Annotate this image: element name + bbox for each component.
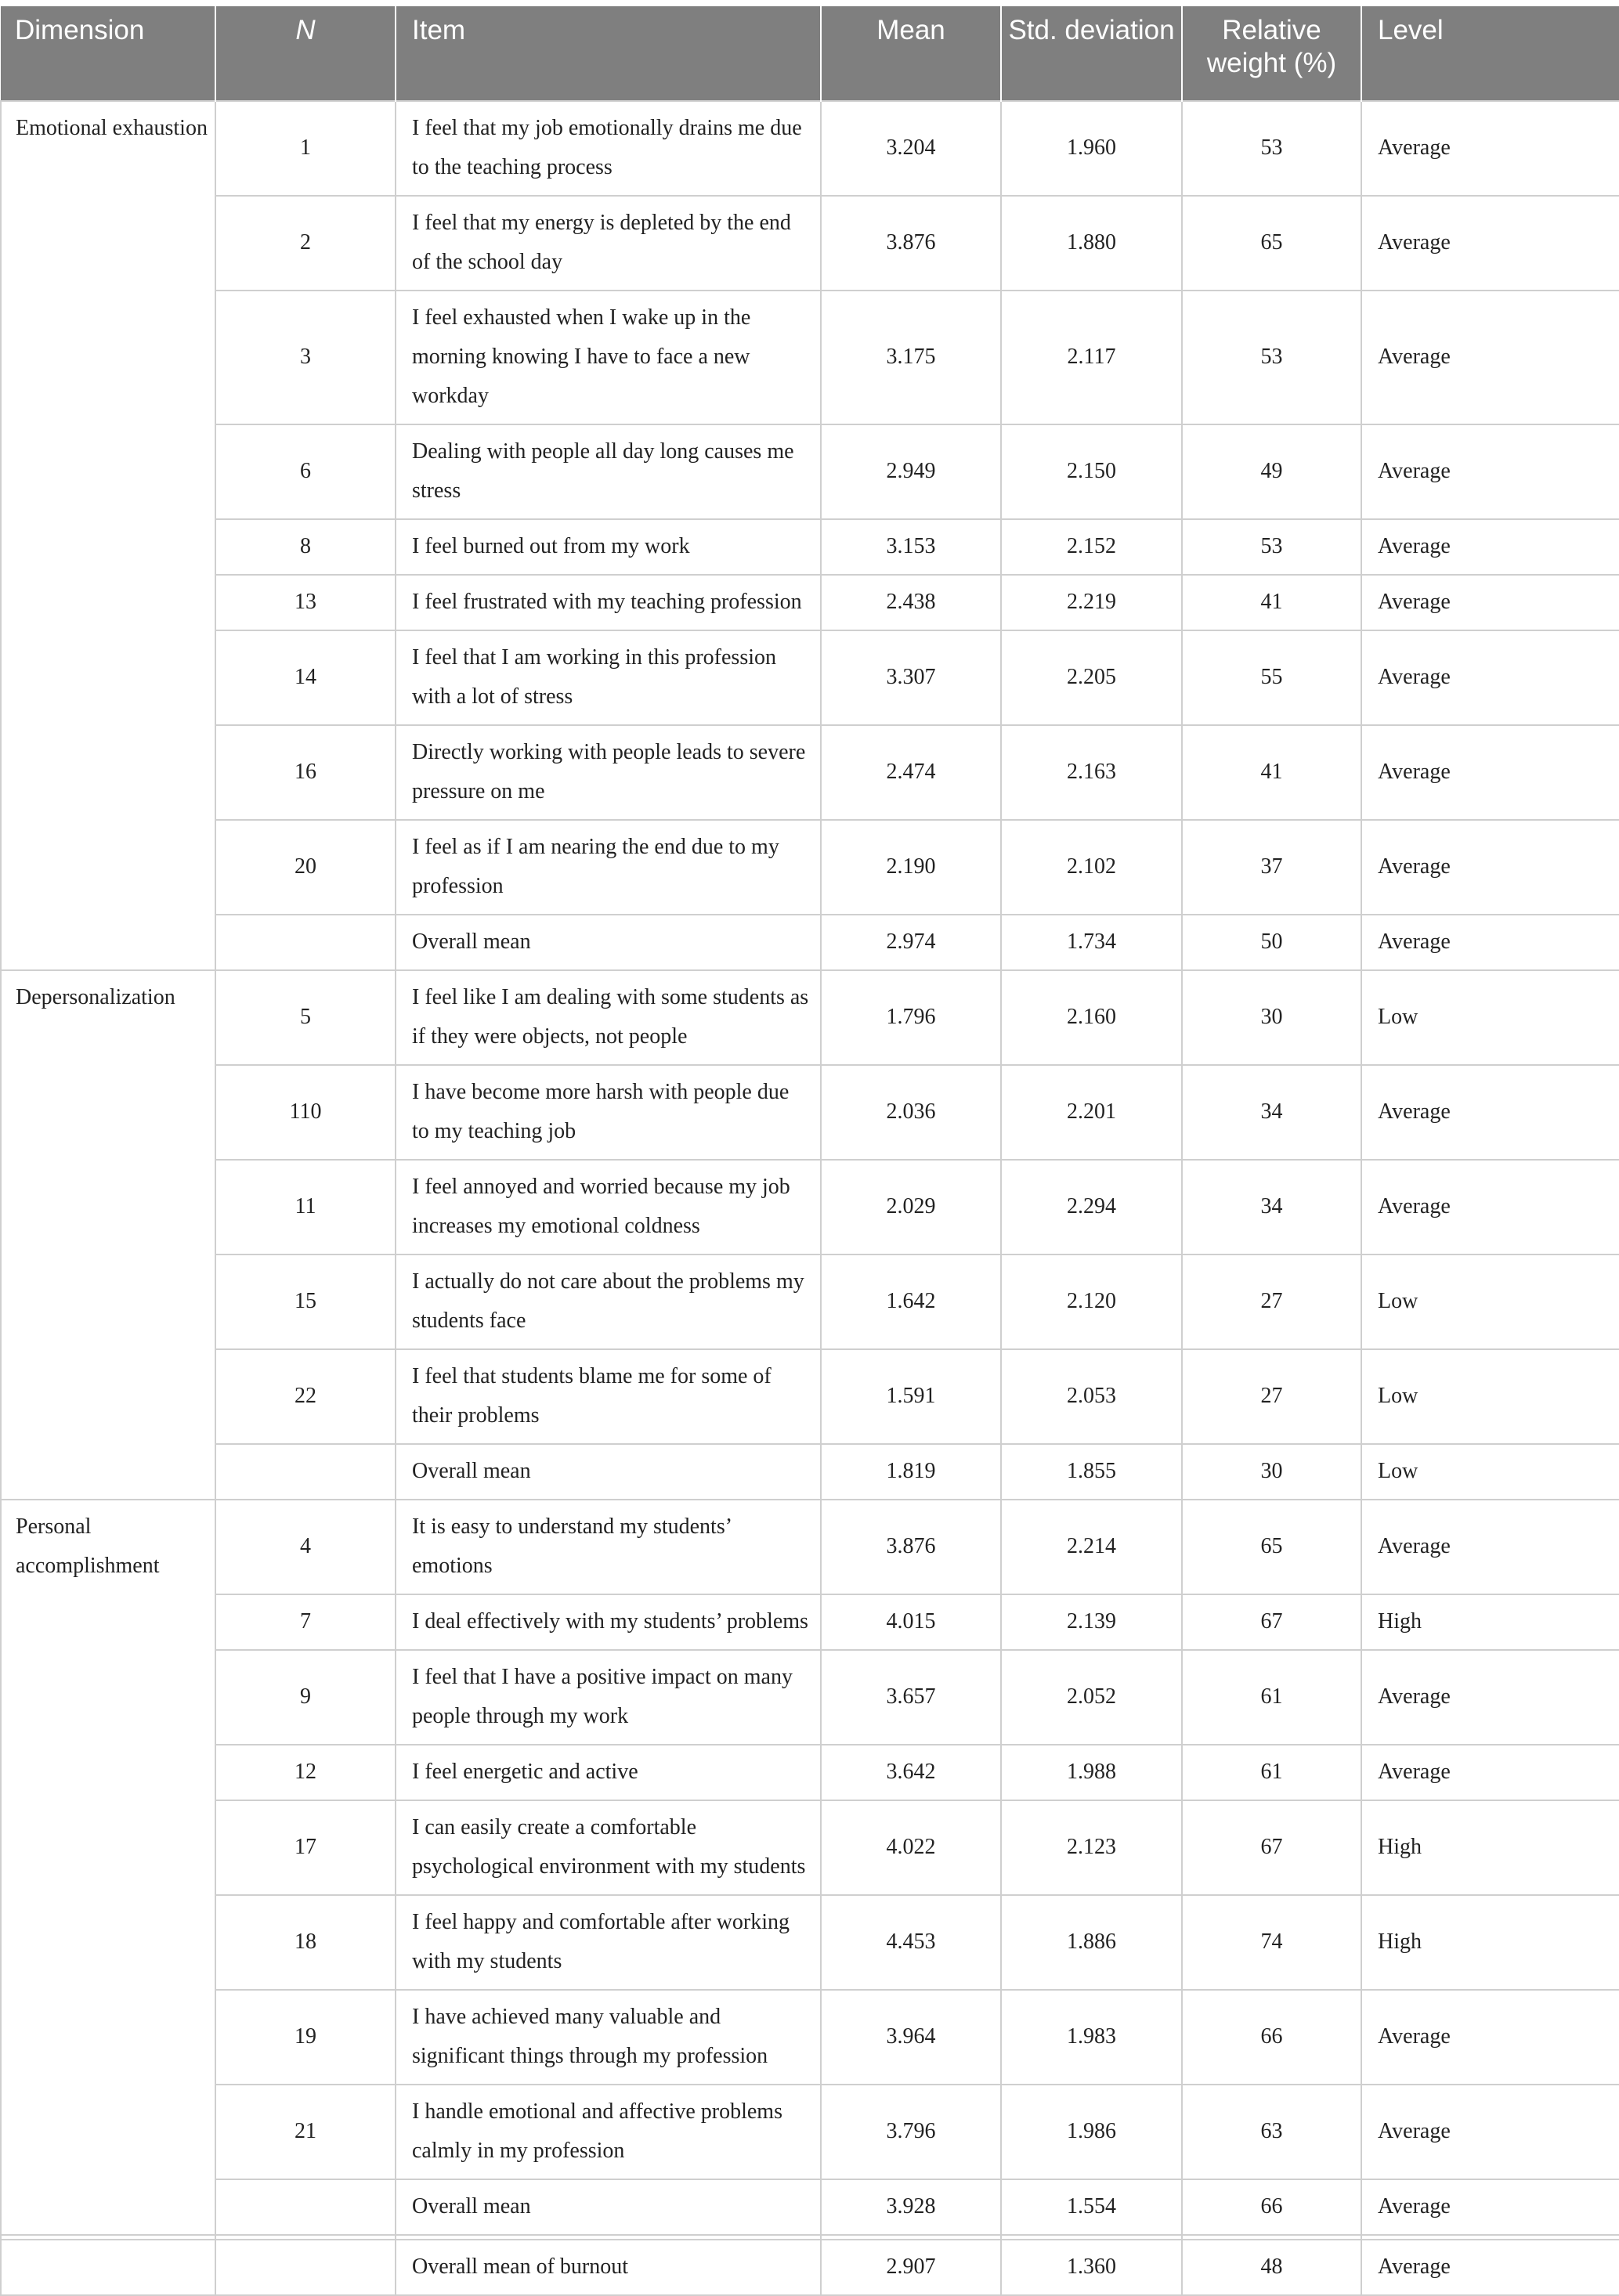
- row-item: I feel that students blame me for some of their problems: [396, 1349, 821, 1444]
- row-relative-weight: 61: [1182, 1745, 1361, 1800]
- row-mean: 2.474: [821, 725, 1001, 820]
- table-row: [1, 1594, 1619, 1650]
- row-relative-weight: 34: [1182, 1160, 1361, 1254]
- row-std-deviation: 2.052: [1001, 1650, 1182, 1745]
- header-item: Item: [396, 6, 821, 101]
- table-row: [1, 820, 1619, 915]
- row-n: 110: [215, 1065, 396, 1160]
- row-mean: 1.642: [821, 1254, 1001, 1349]
- row-relative-weight: 27: [1182, 1349, 1361, 1444]
- row-level: Low: [1361, 970, 1619, 1065]
- row-item: I handle emotional and affective problems calmly in my profession: [396, 2085, 821, 2179]
- row-item: Dealing with people all day long causes me stress: [396, 424, 821, 519]
- row-mean: 4.015: [821, 1594, 1001, 1650]
- row-mean: 3.876: [821, 196, 1001, 291]
- header-level: Level: [1361, 6, 1619, 101]
- row-mean: 2.029: [821, 1160, 1001, 1254]
- row-mean: 2.438: [821, 575, 1001, 630]
- row-mean: 3.928: [821, 2179, 1001, 2235]
- total-row-mean: 2.907: [821, 2240, 1001, 2295]
- row-n: 5: [215, 970, 396, 1065]
- row-item: Directly working with people leads to severe pressure on me: [396, 725, 821, 820]
- header-row: [1, 6, 1619, 101]
- table-row: [1, 519, 1619, 575]
- row-std-deviation: 2.102: [1001, 820, 1182, 915]
- row-level: Average: [1361, 1650, 1619, 1745]
- row-n: 20: [215, 820, 396, 915]
- row-mean: 3.642: [821, 1745, 1001, 1800]
- row-std-deviation: 1.983: [1001, 1990, 1182, 2085]
- row-std-deviation: 1.886: [1001, 1895, 1182, 1990]
- row-item: I feel energetic and active: [396, 1745, 821, 1800]
- table-row: [1, 970, 1619, 1065]
- row-item: I feel that my job emotionally drains me due to the teaching process: [396, 101, 821, 196]
- row-item: I feel that my energy is depleted by the end of the school day: [396, 196, 821, 291]
- row-std-deviation: 1.855: [1001, 1444, 1182, 1500]
- table-row: [1, 1065, 1619, 1160]
- row-level: High: [1361, 1594, 1619, 1650]
- row-level: Average: [1361, 1065, 1619, 1160]
- row-item: I feel exhausted when I wake up in the morning knowing I have to face a new workday: [396, 291, 821, 424]
- row-std-deviation: 1.554: [1001, 2179, 1182, 2235]
- row-n: [215, 2179, 396, 2235]
- row-relative-weight: 30: [1182, 970, 1361, 1065]
- row-n: 17: [215, 1800, 396, 1895]
- row-n: 22: [215, 1349, 396, 1444]
- row-mean: 3.307: [821, 630, 1001, 725]
- row-n: 4: [215, 1500, 396, 1594]
- row-level: Average: [1361, 1160, 1619, 1254]
- row-relative-weight: 41: [1182, 575, 1361, 630]
- total-dimension-cell: [1, 2240, 215, 2295]
- row-mean: 1.796: [821, 970, 1001, 1065]
- row-level: Average: [1361, 1990, 1619, 2085]
- row-n: 21: [215, 2085, 396, 2179]
- dimension-cell: Personal accomplishment: [1, 1500, 215, 2235]
- total-row-level: Average: [1361, 2240, 1619, 2295]
- row-level: Average: [1361, 820, 1619, 915]
- row-relative-weight: 41: [1182, 725, 1361, 820]
- row-item: I actually do not care about the problems my students face: [396, 1254, 821, 1349]
- row-mean: 2.974: [821, 915, 1001, 970]
- table-row: [1, 1444, 1619, 1500]
- row-level: Average: [1361, 196, 1619, 291]
- row-level: Average: [1361, 1500, 1619, 1594]
- row-std-deviation: 2.053: [1001, 1349, 1182, 1444]
- dimension-cell: Depersonalization: [1, 970, 215, 1500]
- row-relative-weight: 53: [1182, 291, 1361, 424]
- row-std-deviation: 2.139: [1001, 1594, 1182, 1650]
- table-row: [1, 575, 1619, 630]
- row-level: High: [1361, 1895, 1619, 1990]
- row-relative-weight: 66: [1182, 2179, 1361, 2235]
- table-row: [1, 915, 1619, 970]
- row-item: I feel happy and comfortable after working with my students: [396, 1895, 821, 1990]
- table-row: [1, 196, 1619, 291]
- row-item: Overall mean: [396, 915, 821, 970]
- row-std-deviation: 1.880: [1001, 196, 1182, 291]
- row-level: Average: [1361, 519, 1619, 575]
- row-n: 18: [215, 1895, 396, 1990]
- row-n: 14: [215, 630, 396, 725]
- row-n: 1: [215, 101, 396, 196]
- row-level: Average: [1361, 1745, 1619, 1800]
- row-level: Average: [1361, 291, 1619, 424]
- row-level: Average: [1361, 101, 1619, 196]
- row-mean: 3.876: [821, 1500, 1001, 1594]
- row-mean: 1.819: [821, 1444, 1001, 1500]
- row-level: Low: [1361, 1349, 1619, 1444]
- row-std-deviation: 2.123: [1001, 1800, 1182, 1895]
- row-relative-weight: 53: [1182, 101, 1361, 196]
- table-row: [1, 424, 1619, 519]
- row-mean: 4.022: [821, 1800, 1001, 1895]
- row-item: I have achieved many valuable and significant things through my profession: [396, 1990, 821, 2085]
- table-row: [1, 1650, 1619, 1745]
- row-mean: 3.153: [821, 519, 1001, 575]
- table-row: [1, 1349, 1619, 1444]
- row-std-deviation: 2.117: [1001, 291, 1182, 424]
- row-relative-weight: 30: [1182, 1444, 1361, 1500]
- row-n: 8: [215, 519, 396, 575]
- row-level: Average: [1361, 630, 1619, 725]
- row-level: Low: [1361, 1444, 1619, 1500]
- row-level: Average: [1361, 2085, 1619, 2179]
- row-mean: 4.453: [821, 1895, 1001, 1990]
- row-relative-weight: 61: [1182, 1650, 1361, 1745]
- table-row: [1, 2085, 1619, 2179]
- row-std-deviation: 2.120: [1001, 1254, 1182, 1349]
- row-mean: 2.190: [821, 820, 1001, 915]
- row-relative-weight: 53: [1182, 519, 1361, 575]
- row-relative-weight: 49: [1182, 424, 1361, 519]
- total-row-relative-weight: 48: [1182, 2240, 1361, 2295]
- row-std-deviation: 2.160: [1001, 970, 1182, 1065]
- row-std-deviation: 2.219: [1001, 575, 1182, 630]
- table-body: [1, 101, 1619, 2295]
- row-std-deviation: 1.734: [1001, 915, 1182, 970]
- row-std-deviation: 1.988: [1001, 1745, 1182, 1800]
- row-item: It is easy to understand my students’ emotions: [396, 1500, 821, 1594]
- row-level: High: [1361, 1800, 1619, 1895]
- row-n: [215, 915, 396, 970]
- row-n: 11: [215, 1160, 396, 1254]
- row-level: Average: [1361, 915, 1619, 970]
- row-n: 19: [215, 1990, 396, 2085]
- row-std-deviation: 2.205: [1001, 630, 1182, 725]
- row-std-deviation: 2.294: [1001, 1160, 1182, 1254]
- row-n: 12: [215, 1745, 396, 1800]
- total-row-std-deviation: 1.360: [1001, 2240, 1182, 2295]
- header-relative-weight: Relative weight (%): [1182, 6, 1361, 101]
- table-row: [1, 630, 1619, 725]
- row-item: I deal effectively with my students’ problems: [396, 1594, 821, 1650]
- table-row: [1, 1990, 1619, 2085]
- row-level: Average: [1361, 2179, 1619, 2235]
- table-row: [1, 1800, 1619, 1895]
- row-item: I feel as if I am nearing the end due to my profession: [396, 820, 821, 915]
- header-n: N: [215, 6, 396, 101]
- row-relative-weight: 63: [1182, 2085, 1361, 2179]
- row-item: I have become more harsh with people due to my teaching job: [396, 1065, 821, 1160]
- table-row: [1, 1745, 1619, 1800]
- row-n: 9: [215, 1650, 396, 1745]
- row-std-deviation: 2.201: [1001, 1065, 1182, 1160]
- row-item: I feel annoyed and worried because my job increases my emotional coldness: [396, 1160, 821, 1254]
- table-row: [1, 101, 1619, 196]
- row-level: Average: [1361, 575, 1619, 630]
- row-mean: 2.949: [821, 424, 1001, 519]
- row-std-deviation: 1.960: [1001, 101, 1182, 196]
- row-item: I feel burned out from my work: [396, 519, 821, 575]
- table-row: [1, 725, 1619, 820]
- row-n: 7: [215, 1594, 396, 1650]
- table-row: [1, 1254, 1619, 1349]
- row-relative-weight: 66: [1182, 1990, 1361, 2085]
- dimension-cell: Emotional exhaustion: [1, 101, 215, 970]
- row-relative-weight: 34: [1182, 1065, 1361, 1160]
- row-n: 13: [215, 575, 396, 630]
- total-row: [1, 2240, 1619, 2295]
- row-relative-weight: 50: [1182, 915, 1361, 970]
- row-item: I feel like I am dealing with some students as if they were objects, not people: [396, 970, 821, 1065]
- row-std-deviation: 2.214: [1001, 1500, 1182, 1594]
- row-level: Average: [1361, 725, 1619, 820]
- total-row-n: [215, 2240, 396, 2295]
- table-row: [1, 1160, 1619, 1254]
- table-row: [1, 1895, 1619, 1990]
- header-dimension: Dimension: [1, 6, 215, 101]
- row-n: 3: [215, 291, 396, 424]
- row-relative-weight: 67: [1182, 1800, 1361, 1895]
- row-mean: 3.175: [821, 291, 1001, 424]
- table-row: [1, 2179, 1619, 2235]
- header-mean: Mean: [821, 6, 1001, 101]
- row-relative-weight: 55: [1182, 630, 1361, 725]
- row-level: Low: [1361, 1254, 1619, 1349]
- row-n: 15: [215, 1254, 396, 1349]
- row-std-deviation: 2.163: [1001, 725, 1182, 820]
- row-relative-weight: 27: [1182, 1254, 1361, 1349]
- row-level: Average: [1361, 424, 1619, 519]
- table-row: [1, 291, 1619, 424]
- row-relative-weight: 65: [1182, 1500, 1361, 1594]
- row-item: Overall mean: [396, 2179, 821, 2235]
- row-mean: 1.591: [821, 1349, 1001, 1444]
- row-item: I can easily create a comfortable psychological environment with my students: [396, 1800, 821, 1895]
- row-relative-weight: 74: [1182, 1895, 1361, 1990]
- row-mean: 2.036: [821, 1065, 1001, 1160]
- row-item: I feel that I have a positive impact on many people through my work: [396, 1650, 821, 1745]
- row-relative-weight: 67: [1182, 1594, 1361, 1650]
- row-item: I feel that I am working in this profession with a lot of stress: [396, 630, 821, 725]
- row-item: Overall mean: [396, 1444, 821, 1500]
- table-row: [1, 1500, 1619, 1594]
- row-n: 6: [215, 424, 396, 519]
- row-mean: 3.657: [821, 1650, 1001, 1745]
- row-relative-weight: 37: [1182, 820, 1361, 915]
- burnout-table: [0, 6, 1619, 2296]
- row-std-deviation: 2.152: [1001, 519, 1182, 575]
- row-mean: 3.964: [821, 1990, 1001, 2085]
- row-relative-weight: 65: [1182, 196, 1361, 291]
- header-std-deviation: Std. deviation: [1001, 6, 1182, 101]
- total-row-item: Overall mean of burnout: [396, 2240, 821, 2295]
- row-item: I feel frustrated with my teaching profession: [396, 575, 821, 630]
- row-mean: 3.204: [821, 101, 1001, 196]
- row-std-deviation: 1.986: [1001, 2085, 1182, 2179]
- row-mean: 3.796: [821, 2085, 1001, 2179]
- row-n: [215, 1444, 396, 1500]
- row-n: 2: [215, 196, 396, 291]
- row-n: 16: [215, 725, 396, 820]
- row-std-deviation: 2.150: [1001, 424, 1182, 519]
